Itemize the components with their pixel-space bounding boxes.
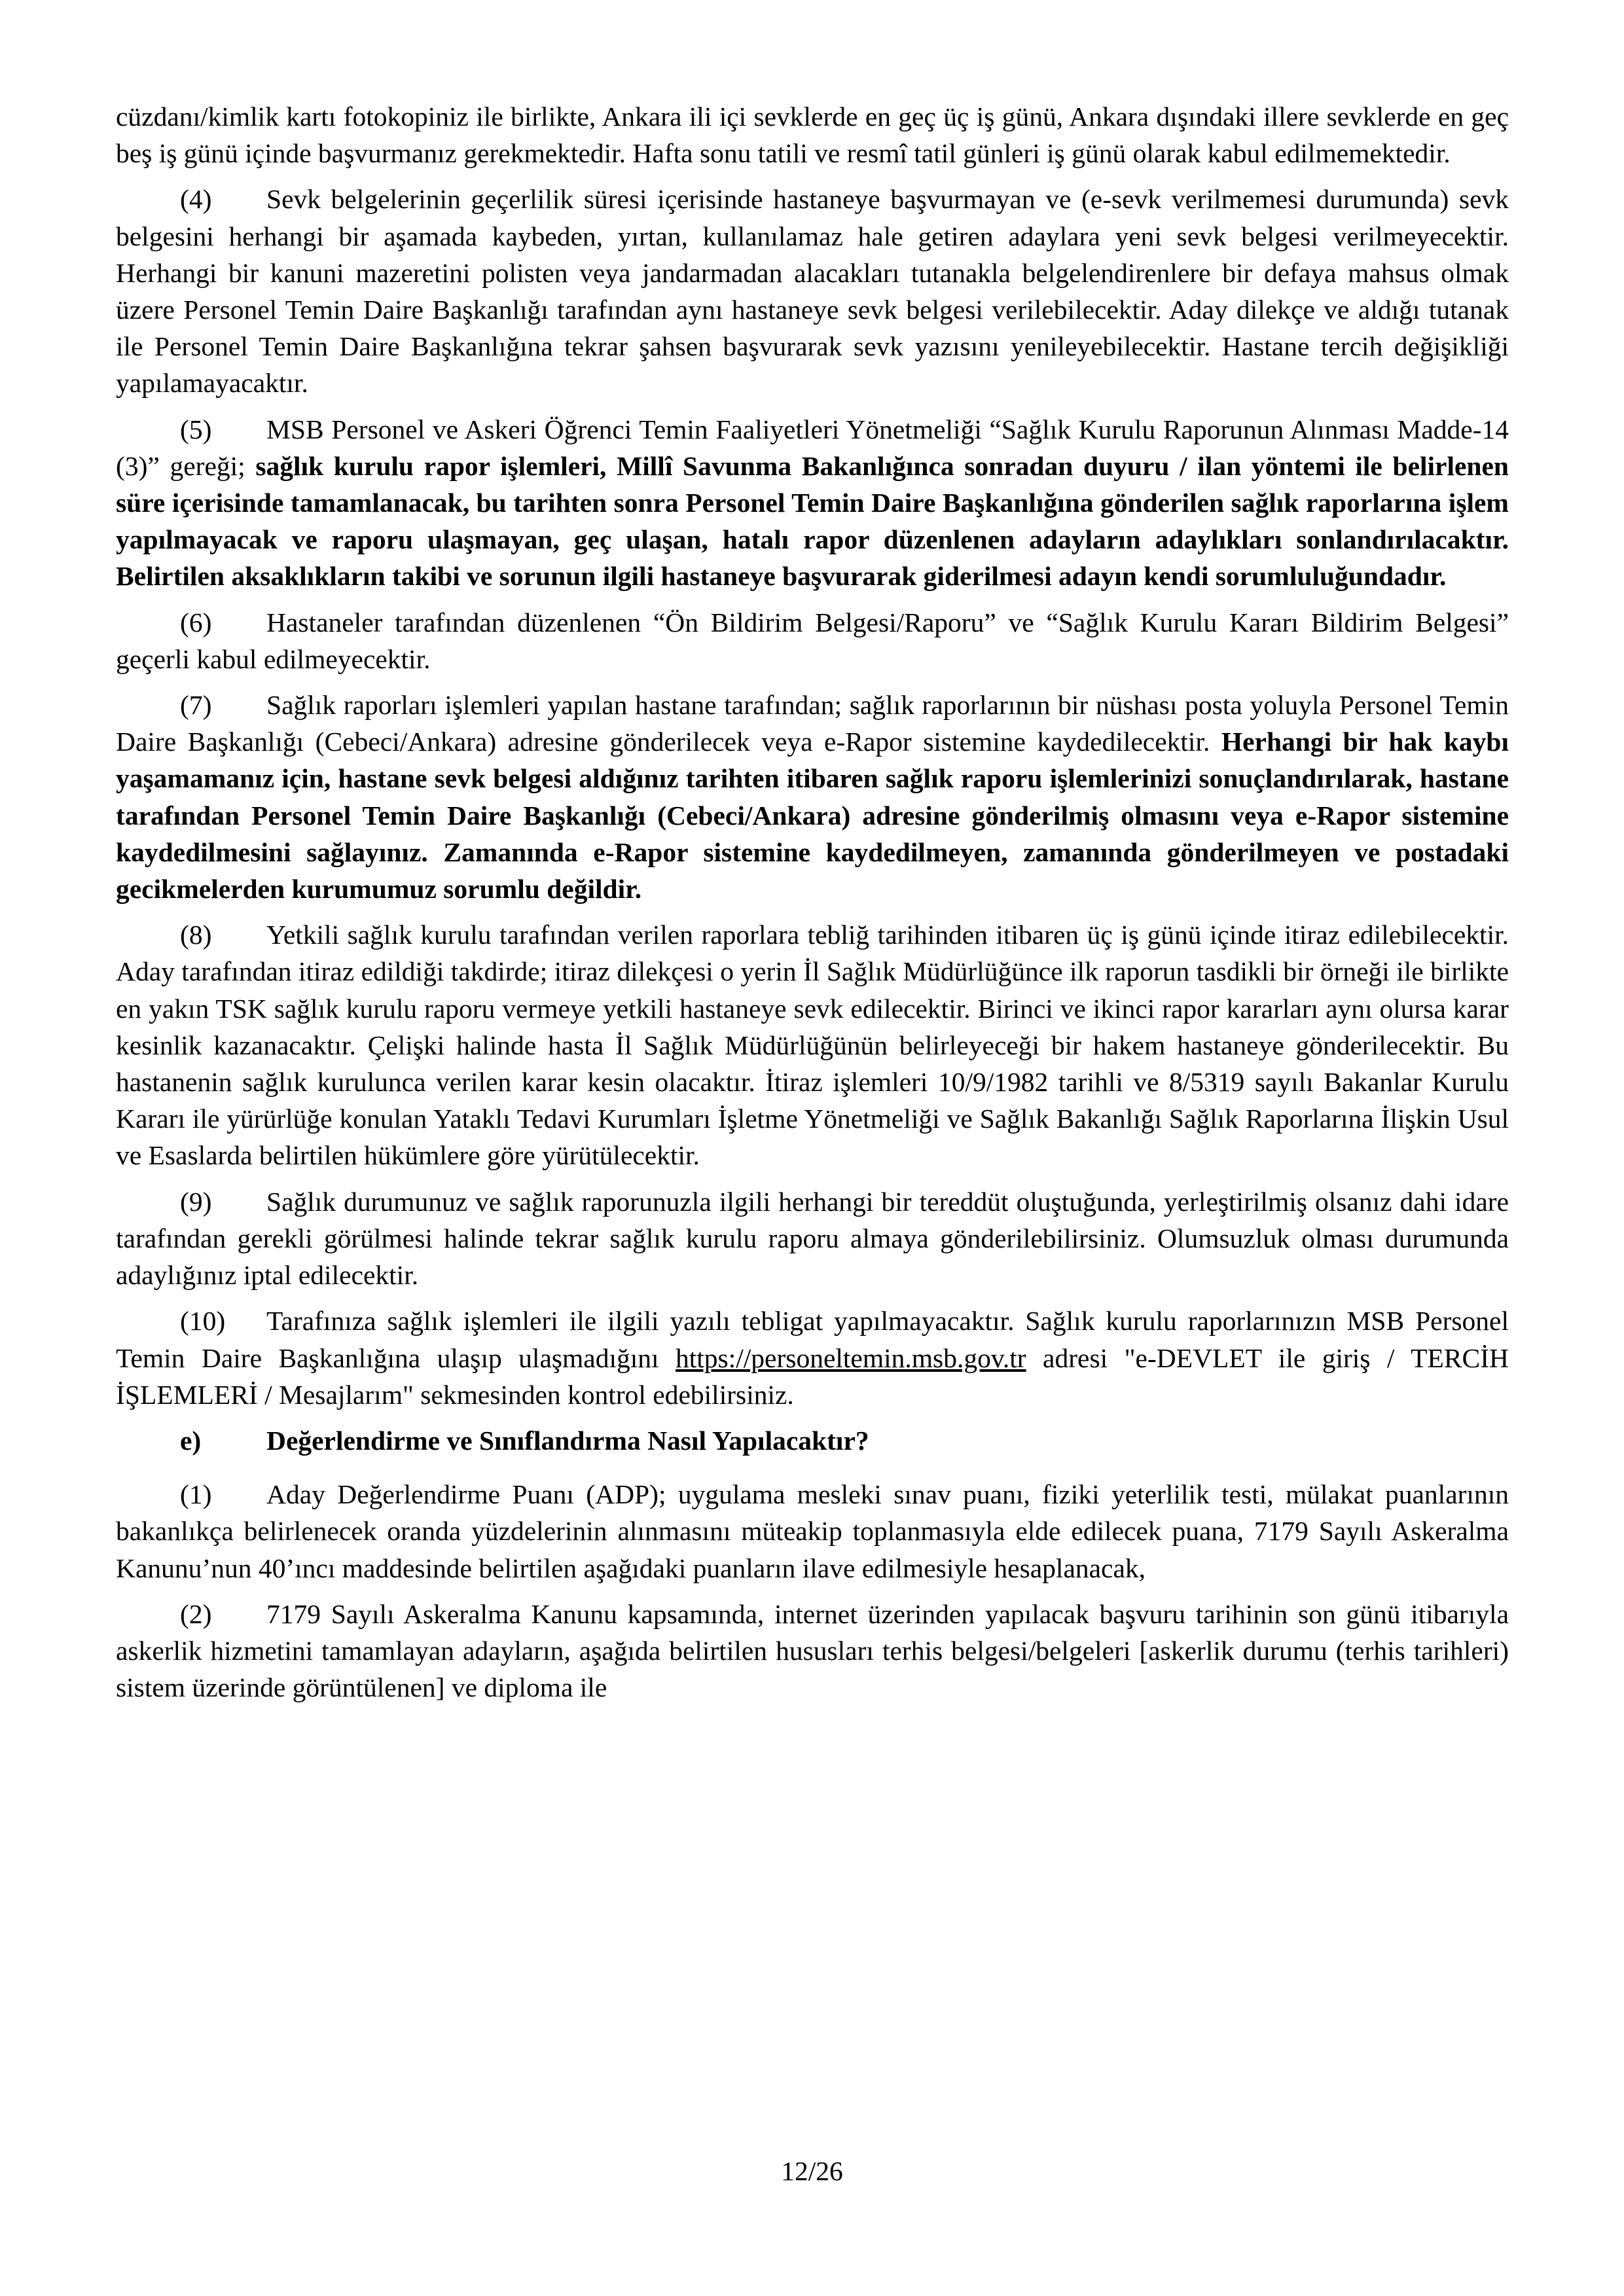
continued-paragraph [116, 98, 1509, 171]
paragraph-text-5-normal: MSB Personel ve Askeri Öğrenci Temin Faaliyetleri Yönetmeliği “Sağlık Kurulu Raporunun Alınması Madde-14 (3)” gereği; [116, 414, 1509, 481]
paragraph-gap [116, 907, 1509, 916]
paragraph-5 [116, 411, 1509, 595]
section-paragraph-2 [116, 1596, 1509, 1706]
paragraph-4 [116, 181, 1509, 401]
personeltemin-url-link[interactable]: https://personeltemin.msb.gov.tr [676, 1342, 1026, 1373]
paragraph-indent-10 [116, 1306, 180, 1336]
paragraph-text-8: Yetkili sağlık kurulu tarafından verilen raporlara tebliğ tarihinden itibaren üç iş günü içinde itiraz edilebilecektir. Aday tarafından itiraz edildiği takdirde; itiraz dilekçesi o yerin İl Sağlık Müdürlüğünce ilk raporun tasdikli bir örneği ile birlikte en yakın TSK sağlık kurulu raporu vermeye yetkili hastaneye sevk edilecektir. Birinci ve ikinci rapor kararları aynı olursa karar kesinlik kazanacaktır. Çelişki halinde hasta İl Sağlık Müdürlüğünün belirleyeceği bir hakem hastaneye gönderilecektir. Bu hastanenin sağlık kurulunca verilen karar kesin olacaktır. İtiraz işlemleri 10/9/1982 tarihli ve 8/5319 sayılı Bakanlar Kurulu Kararı ile yürürlüğe konulan Yataklı Tedavi Kurumları İşletme Yönetmeliği ve Sağlık Bakanlığı Sağlık Raporlarına İlişkin Usul ve Esaslarda belirtilen hükümlere göre yürütülecektir. [116, 920, 1509, 1171]
paragraph-indent-9 [116, 1187, 180, 1217]
paragraph-gap [116, 1413, 1509, 1422]
paragraph-text-4: Sevk belgelerinin geçerlilik süresi içerisinde hastaneye başvurmayan ve (e-sevk verilmemesi durumunda) sevk belgesini herhangi bir aşamada kaybeden, yırtan, kullanılamaz hale getiren adaylara yeni sevk belgesi verilmeyecektir. Herhangi bir kanuni mazeretini polisten veya jandarmadan alacakları tutanakla belgelendirenlere bir defaya mahsus olmak üzere Personel Temin Daire Başkanlığı tarafından aynı hastaneye sevk belgesi verilebilecektir. Aday dilekçe ve aldığı tutanak ile Personel Temin Daire Başkanlığına tekrar şahsen başvurarak sevk yazısını yenileyebilecektir. Hastane tercih değişikliği yapılamayacaktır. [116, 184, 1509, 399]
section-paragraph-number-1: (1) [180, 1479, 212, 1510]
paragraph-text-9: Sağlık durumunuz ve sağlık raporunuzla ilgili herhangi bir tereddüt oluştuğunda, yerleştirilmiş olsanız dahi idare tarafından gerekli görülmesi halinde tekrar sağlık kurulu raporu almaya gönderilebilirsiniz. Olumsuzluk olması durumunda adaylığınız iptal edilecektir. [116, 1186, 1509, 1291]
paragraph-number-8: (8) [180, 920, 212, 950]
section-paragraph-1 [116, 1476, 1509, 1587]
paragraph-gap [116, 1587, 1509, 1596]
section-heading-marker: e) [180, 1425, 202, 1456]
section-heading-title: Değerlendirme ve Sınıflandırma Nasıl Yapılacaktır? [266, 1425, 869, 1456]
section-heading-e [116, 1422, 1509, 1459]
paragraph-text-10-before-link: Tarafınıza sağlık işlemleri ile ilgili yazılı tebligat yapılmayacaktır. Sağlık kurulu raporlarınızın MSB Personel Temin Daire Başkanlığına ulaşıp ulaşmadığını [116, 1306, 1509, 1373]
page-number: 12/26 [781, 2156, 843, 2186]
paragraph-number-5: (5) [180, 414, 212, 444]
continued-paragraph-text: cüzdanı/kimlik kartı fotokopiniz ile birlikte, Ankara ili içi sevklerde en geç üç iş günü, Ankara dışındaki illere sevklerde en geç beş iş günü içinde başvurmanız gerekmektedir. Hafta sonu tatili ve resmî tatil günleri iş günü olarak kabul edilmemektedir. [116, 101, 1509, 169]
paragraph-gap [116, 1293, 1509, 1302]
paragraph-indent-8 [116, 920, 180, 950]
paragraph-indent-6 [116, 607, 180, 637]
paragraph-10 [116, 1302, 1509, 1413]
page-footer [0, 2155, 1624, 2187]
paragraph-number-4: (4) [180, 184, 212, 215]
heading-indent [116, 1426, 180, 1456]
paragraph-gap [116, 171, 1509, 181]
paragraph-number-6: (6) [180, 607, 212, 637]
paragraph-indent-4 [116, 184, 180, 214]
section-paragraph-text-1: Aday Değerlendirme Puanı (ADP); uygulama mesleki sınav puanı, fiziki yeterlilik testi, mülakat puanlarının bakanlıkça belirlenecek oranda yüzdelerinin alınmasını müteakip toplanmasıyla elde edilecek puana, 7179 Sayılı Askeralma Kanunu’nun 40’ıncı maddesinde belirtilen aşağıdaki puanların ilave edilmesiyle hesaplanacak, [116, 1479, 1509, 1583]
section-paragraph-indent-2 [116, 1599, 180, 1629]
paragraph-7 [116, 687, 1509, 907]
paragraph-gap [116, 1174, 1509, 1183]
paragraph-text-6: Hastaneler tarafından düzenlenen “Ön Bildirim Belgesi/Raporu” ve “Sağlık Kurulu Kararı Bildirim Belgesi” geçerli kabul edilmeyecektir. [116, 607, 1509, 674]
paragraph-8 [116, 916, 1509, 1174]
paragraph-text-7-bold: Herhangi bir hak kaybı yaşamamanız için, hastane sevk belgesi aldığınız tarihten itibaren sağlık raporu işlemlerinizi sonuçlandırılarak, hastane tarafından Personel Temin Daire Başkanlığı (Cebeci/Ankara) adresine gönderilmiş olmasını veya e-Rapor sistemine kaydedilmesini sağlayınız. Zamanında e-Rapor sistemine kaydedilmeyen, zamanında gönderilmeyen ve postadaki gecikmelerden kurumumuz sorumlu değildir. [116, 726, 1509, 905]
paragraph-6 [116, 604, 1509, 677]
heading-gap [116, 1459, 1509, 1476]
section-paragraph-number-2: (2) [180, 1598, 212, 1629]
paragraph-gap [116, 677, 1509, 687]
paragraph-text-7-normal: Sağlık raporları işlemleri yapılan hastane tarafından; sağlık raporlarının bir nüshası posta yoluyla Personel Temin Daire Başkanlığı (Cebeci/Ankara) adresine gönderilecek veya e-Rapor sistemine kaydedilecektir. [116, 690, 1509, 757]
paragraph-number-9: (9) [180, 1186, 212, 1217]
section-paragraph-indent-1 [116, 1479, 180, 1509]
paragraph-text-10-after-link: adresi "e-DEVLET ile giriş / TERCİH İŞLEMLERİ / Mesajlarım" sekmesinden kontrol edebilirsiniz. [116, 1342, 1509, 1410]
paragraph-indent-7 [116, 690, 180, 720]
paragraph-9 [116, 1183, 1509, 1294]
paragraph-indent-5 [116, 414, 180, 444]
paragraph-gap [116, 595, 1509, 604]
paragraph-gap [116, 402, 1509, 411]
paragraph-text-5-bold: sağlık kurulu rapor işlemleri, Millî Savunma Bakanlığınca sonradan duyuru / ilan yöntemi ile belirlenen süre içerisinde tamamlanacak, bu tarihten sonra Personel Temin Daire Başkanlığına gönderilen sağlık raporlarına işlem yapılmayacak ve raporu ulaşmayan, geç ulaşan, hatalı rapor düzenlenen adayların adaylıkları sonlandırılacaktır. Belirtilen aksaklıkların takibi ve sorunun ilgili hastaneye başvurarak giderilmesi adayın kendi sorumluluğundadır. [116, 450, 1509, 592]
paragraph-number-10: (10) [180, 1306, 226, 1336]
section-paragraph-text-2: 7179 Sayılı Askeralma Kanunu kapsamında, internet üzerinden yapılacak başvuru tarihinin son günü itibarıyla askerlik hizmetini tamamlayan adayların, aşağıda belirtilen hususları terhis belgesi/belgeleri [askerlik durumu (terhis tarihleri) sistem üzerinde görüntülenen] ve diploma ile [116, 1598, 1509, 1703]
paragraph-number-7: (7) [180, 690, 212, 721]
